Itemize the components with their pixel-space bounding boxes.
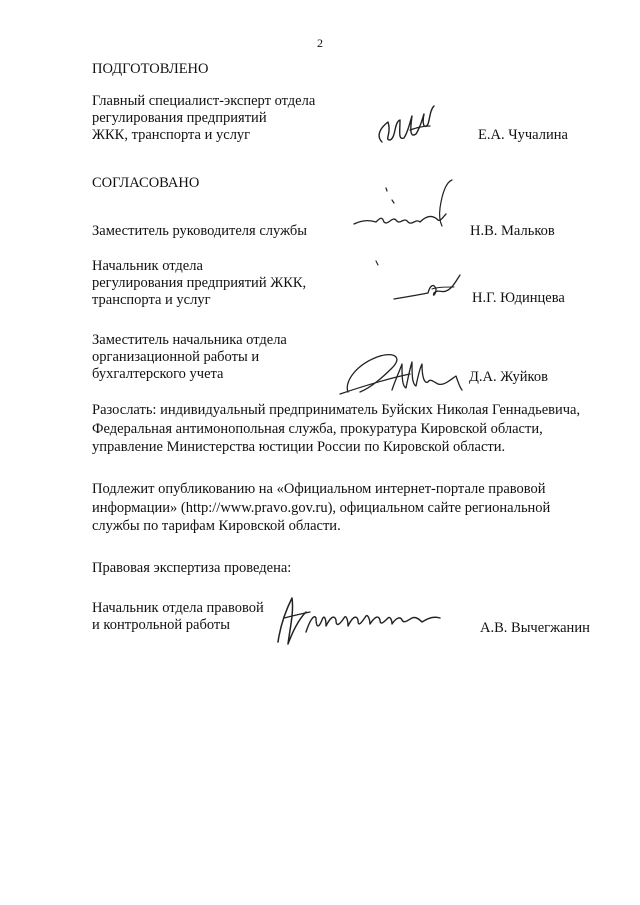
signer-1-name: Н.В. Мальков <box>470 223 555 239</box>
position-line: регулирования предприятий ЖКК, <box>92 275 307 291</box>
signer-1-position <box>92 223 307 240</box>
page-number: 2 <box>317 36 323 50</box>
legal-review-name: А.В. Вычегжанин <box>480 620 590 636</box>
publication-line: службы по тарифам Кировской области. <box>92 518 341 534</box>
distribution-line: Федеральная антимонопольная служба, прокуратура Кировской области, <box>92 420 543 437</box>
signature-yudintseva <box>372 255 472 305</box>
position-line: Начальник отдела правовой <box>92 600 264 616</box>
position-line: ЖКК, транспорта и услуг <box>92 127 251 143</box>
position-line: Начальник отдела <box>92 258 203 274</box>
distribution-line: Разослать: индивидуальный предприниматель Буйских Николая Геннадьевича, <box>92 402 581 418</box>
signer-3-name: Д.А. Жуйков <box>469 369 548 385</box>
position-line: бухгалтерского учета <box>92 366 224 382</box>
signature-vychegzhanin <box>270 588 460 650</box>
publication-paragraph <box>92 480 603 536</box>
signature-chuchalina <box>370 100 440 150</box>
position-line: Заместитель начальника отдела <box>92 332 287 348</box>
prepared-name: Е.А. Чучалина <box>478 127 568 143</box>
position-line: Главный специалист-эксперт отдела <box>92 93 316 109</box>
publication-line: информации» (http://www.pravo.gov.ru), официальном сайте региональной <box>92 499 551 516</box>
position-line: Заместитель руководителя службы <box>92 223 308 239</box>
position-line: и контрольной работы <box>92 617 230 633</box>
signature-zhuikov <box>330 348 480 400</box>
agreed-heading: СОГЛАСОВАНО <box>92 175 200 191</box>
legal-review-position <box>92 600 264 634</box>
prepared-position <box>92 93 315 144</box>
distribution-paragraph <box>92 401 603 457</box>
position-line: организационной работы и <box>92 349 260 365</box>
signer-2-name: Н.Г. Юдинцева <box>472 290 565 306</box>
position-line: регулирования предприятий <box>92 110 267 126</box>
prepared-heading: ПОДГОТОВЛЕНО <box>92 61 209 77</box>
publication-line: Подлежит опубликованию на «Официальном интернет-портале правовой <box>92 481 546 497</box>
distribution-line: управление Министерства юстиции России по Кировской области. <box>92 439 506 455</box>
signer-3-position <box>92 332 287 383</box>
legal-review-note: Правовая экспертиза проведена: <box>92 560 292 576</box>
signature-malkov <box>350 176 460 238</box>
signer-2-position <box>92 258 306 309</box>
position-line: транспорта и услуг <box>92 292 211 308</box>
